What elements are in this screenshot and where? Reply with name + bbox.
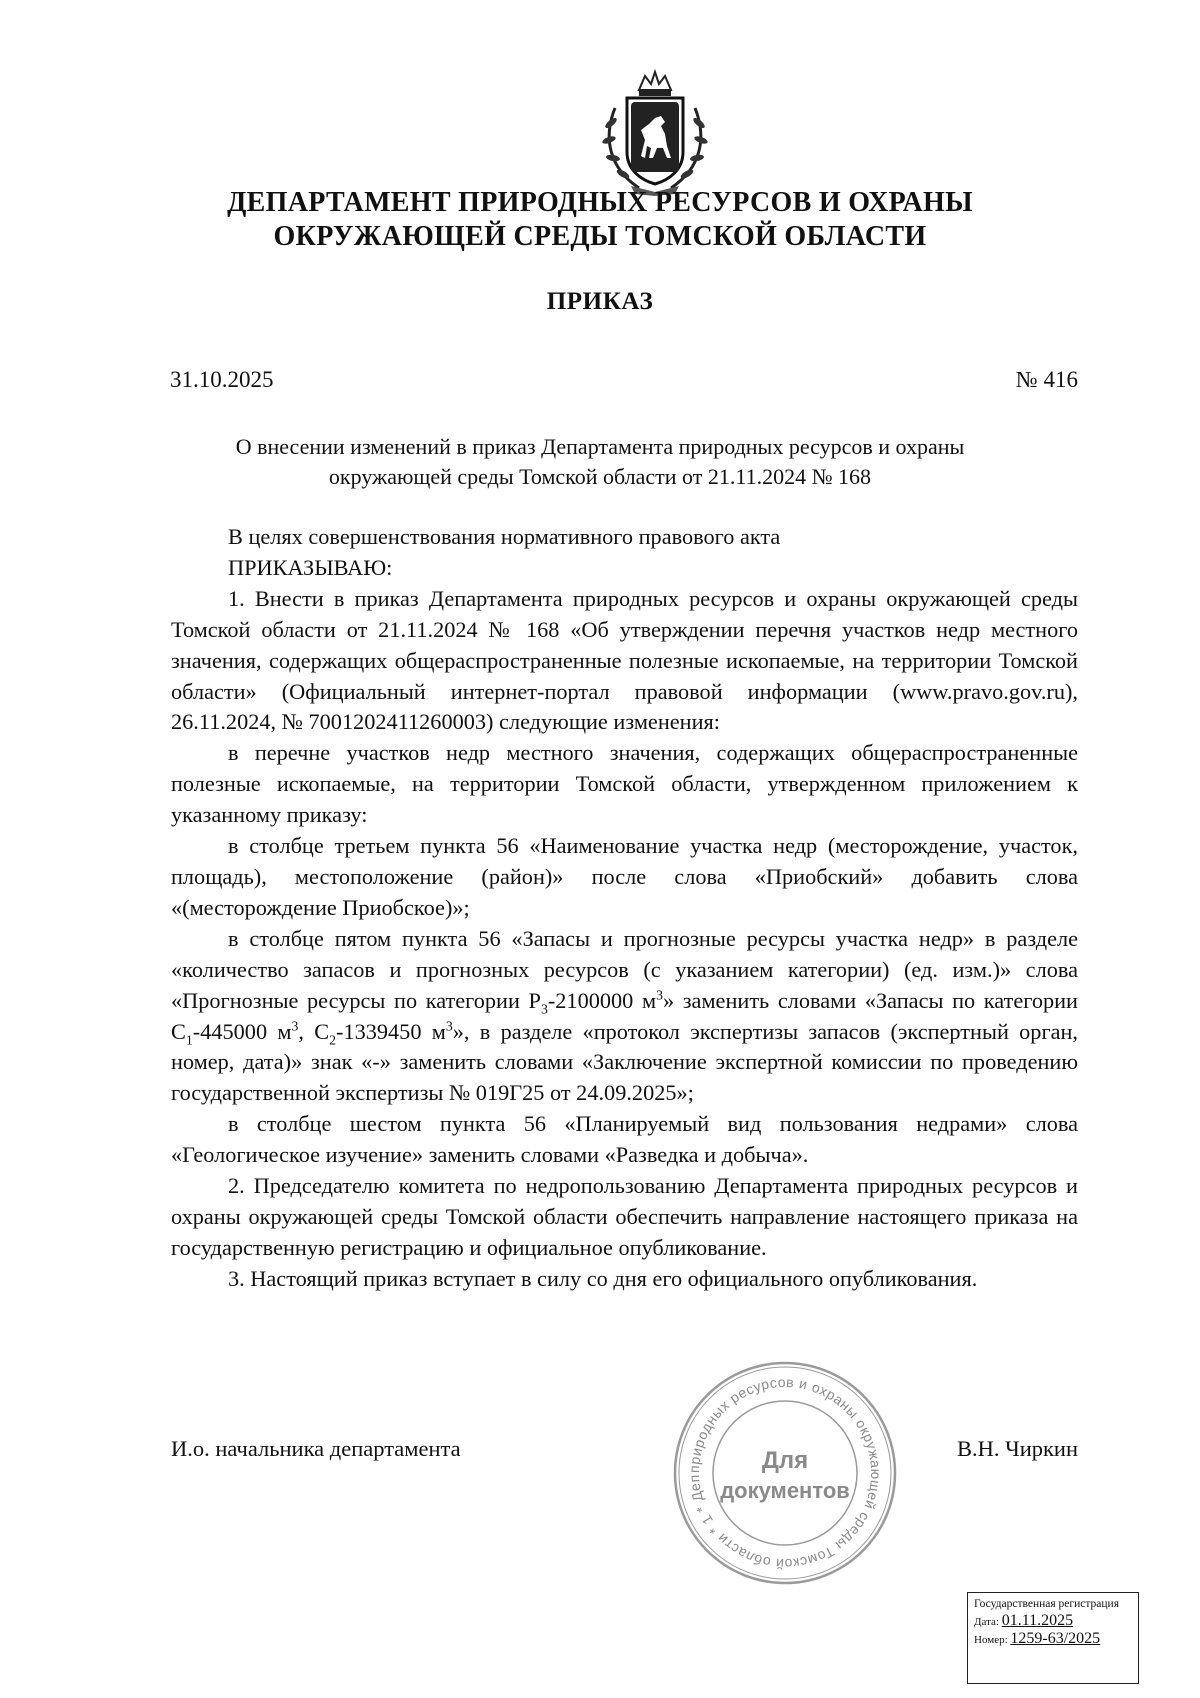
paragraph-item-3: 3. Настоящий приказ вступает в силу со дня его официального опубликования.	[228, 1265, 978, 1291]
signatory-title: И.о. начальника департамента	[171, 1436, 461, 1461]
registration-title: Государственная регистрация	[974, 1598, 1119, 1610]
signatory-name: В.Н. Чиркин	[956, 1436, 1078, 1461]
stamp-ring-text: природных ресурсов и охраны окружающей среды Томской области * 1 * Деп	[685, 1373, 885, 1573]
registration-number-value: 1259-63/2025	[1010, 1630, 1101, 1647]
organization-title-line2: ОКРУЖАЮЩЕЙ СРЕДЫ ТОМСКОЙ ОБЛАСТИ	[273, 221, 927, 252]
paragraph-column-6: в столбце шестом пункта 56 «Планируемый вид пользования недрами» слова «Геологическое изучение» заменить словами «Разведка и добыча».	[171, 1111, 1078, 1168]
paragraph-column-5: в столбце пятом пункта 56 «Запасы и прогнозные ресурсы участка недр» в разделе «количество запасов и прогнозных ресурсов (с указанием категории) (ед. изм.)» слова «Прогнозные ресурсы по категории $Р_3-2100000$ $м^3$» заменить словами «Запасы по категории $С_1-445000$ $м^3$, $С_2-1339450$ $м^3$», в разделе «протокол экспертизы запасов (экспертный орган, номер, дата)» знак «-» заменить словами «Заключение экспертной комиссии по проведению государственной экспертизы № 019Г25 от 24.09.2025»;	[171, 925, 1078, 1106]
paragraph-column-3: в столбце третьем пункта 56 «Наименование участка недр (месторождение, участок, площадь), местоположение (район)» после слова «Приобский» добавить слова «(месторождение Приобское)»;	[171, 833, 1078, 920]
document-date: 31.10.2025	[170, 367, 274, 392]
document-number: № 416	[1015, 367, 1078, 392]
document-body	[171, 522, 1078, 1295]
paragraph-item-2: 2. Председателю комитета по недропользованию Департамента природных ресурсов и охраны окружающей среды Томской области обеспечить направление настоящего приказа на государственную регистрацию и официальное опубликование.	[171, 1173, 1078, 1260]
document-type: ПРИКАЗ	[546, 288, 654, 315]
registration-box	[967, 1592, 1139, 1684]
organization-title-line1: ДЕПАРТАМЕНТ ПРИРОДНЫХ РЕСУРСОВ И ОХРАНЫ	[227, 187, 973, 218]
registration-date-value: 01.11.2025	[1001, 1612, 1074, 1629]
registration-date-row	[974, 1614, 1132, 1629]
stamp-center-line1: Для	[761, 1447, 809, 1474]
subject-line2: окружающей среды Томской области от 21.11.2024 № 168	[328, 464, 872, 489]
coat-of-arms-icon	[595, 68, 715, 196]
stamp-center-line2: документов	[720, 1478, 850, 1503]
registration-number-row	[974, 1632, 1132, 1647]
official-stamp	[672, 1360, 898, 1586]
registration-date-label: Дата:	[974, 1616, 999, 1628]
paragraph-order: ПРИКАЗЫВАЮ:	[228, 554, 393, 580]
document-subject	[190, 432, 1010, 492]
subject-line1: О внесении изменений в приказ Департамента природных ресурсов и охраны	[235, 434, 965, 459]
paragraph-item-1: 1. Внести в приказ Департамента природных ресурсов и охраны окружающей среды Томской области от 21.11.2024 № 168 «Об утверждении перечня участков недр местного значения, содержащих общераспространенные полезные ископаемые, на территории Томской области» (Официальный интернет-портал правовой информации (www.pravo.gov.ru), 26.11.2024, № 7001202411260003) следующие изменения:	[171, 585, 1078, 735]
registration-number-label: Номер:	[974, 1634, 1008, 1646]
paragraph-list-intro: в перечне участков недр местного значения, содержащих общераспространенные полезные ископаемые, на территории Томской области, утвержденном приложением к указанному приказу:	[171, 740, 1078, 828]
organization-title	[100, 186, 1100, 254]
paragraph-purpose: В целях совершенствования нормативного правового акта	[228, 524, 781, 549]
